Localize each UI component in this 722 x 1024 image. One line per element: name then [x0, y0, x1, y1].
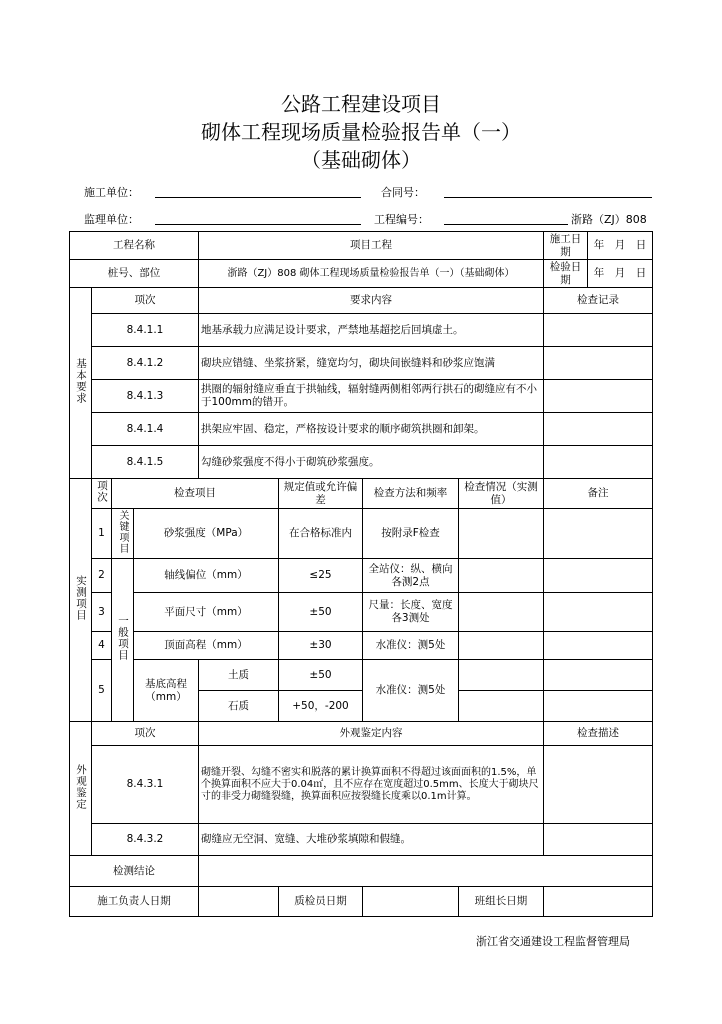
measured-result[interactable] — [459, 593, 544, 632]
basic-code: 8.4.1.5 — [92, 446, 199, 479]
basic-code: 8.4.1.3 — [92, 380, 199, 413]
basic-code: 8.4.1.2 — [92, 347, 199, 380]
form-code: 浙路（ZJ）808 — [571, 213, 647, 226]
basic-record[interactable] — [544, 446, 653, 479]
inspection-date-value[interactable]: 年 月 日 — [588, 260, 653, 288]
appearance-col-content: 外观鉴定内容 — [199, 722, 544, 746]
appearance-code: 8.4.3.2 — [92, 824, 199, 856]
measured-col-note: 备注 — [544, 479, 653, 509]
measured-note[interactable] — [544, 509, 653, 559]
report-table — [69, 231, 653, 917]
measured-spec: 在合格标准内 — [279, 509, 363, 559]
measured-subitem: 土质 — [199, 660, 279, 691]
measured-method: 按附录F检查 — [363, 509, 459, 559]
measured-item: 基底高程（mm） — [134, 660, 199, 722]
basic-code: 8.4.1.4 — [92, 413, 199, 446]
basic-record[interactable] — [544, 347, 653, 380]
supervision-unit-field[interactable] — [155, 224, 361, 225]
key-item-label: 关键项目 — [112, 509, 134, 559]
basic-record[interactable] — [544, 314, 653, 347]
measured-spec: ≤25 — [279, 559, 363, 593]
measured-result[interactable] — [459, 632, 544, 660]
basic-col-item: 项次 — [92, 288, 199, 314]
basic-text: 砌块应错缝、坐浆挤紧，缝宽均匀，砌块间嵌缝料和砂浆应饱满 — [199, 347, 544, 380]
team-sign-label: 班组长日期 — [459, 887, 544, 917]
measured-note[interactable] — [544, 632, 653, 660]
measured-spec: +50，-200 — [279, 691, 363, 722]
measured-col-result: 检查情况（实测值） — [459, 479, 544, 509]
builder-sign-field[interactable] — [199, 887, 279, 917]
qc-sign-label: 质检员日期 — [279, 887, 363, 917]
construction-date-value[interactable]: 年 月 日 — [588, 232, 653, 260]
measured-item: 砂浆强度（MPa） — [134, 509, 279, 559]
supervision-unit-label: 监理单位： — [84, 213, 139, 226]
measured-subitem: 石质 — [199, 691, 279, 722]
contract-no-label: 合同号： — [381, 186, 425, 199]
title-line1: 公路工程建设项目 — [281, 92, 441, 116]
basic-text: 拱架应牢固、稳定，严格按设计要求的顺序砌筑拱圈和卸架。 — [199, 413, 544, 446]
basic-record[interactable] — [544, 413, 653, 446]
measured-note[interactable] — [544, 691, 653, 722]
station-value[interactable]: 浙路（ZJ）808 砌体工程现场质量检验报告单（一）（基础砌体） — [199, 260, 544, 288]
title-line2: 砌体工程现场质量检验报告单（一） — [201, 120, 521, 144]
measured-col-method: 检查方法和频率 — [363, 479, 459, 509]
measured-spec: ±50 — [279, 660, 363, 691]
construction-unit-label: 施工单位： — [84, 186, 139, 199]
measured-note[interactable] — [544, 660, 653, 691]
appearance-desc[interactable] — [544, 824, 653, 856]
construction-unit-field[interactable] — [155, 197, 361, 198]
measured-method: 全站仪：纵、横向各测2点 — [363, 559, 459, 593]
basic-code: 8.4.1.1 — [92, 314, 199, 347]
title-line3: （基础砌体） — [301, 148, 421, 172]
measured-result[interactable] — [459, 660, 544, 691]
conclusion-value[interactable] — [199, 856, 653, 887]
measured-result[interactable] — [459, 691, 544, 722]
footer-org: 浙江省交通建设工程监督管理局 — [476, 935, 630, 948]
measured-col-item: 检查项目 — [112, 479, 279, 509]
inspection-date-label: 检验日期 — [544, 260, 588, 288]
measured-no: 4 — [92, 632, 112, 660]
appearance-code: 8.4.3.1 — [92, 746, 199, 824]
measured-item: 顶面高程（mm） — [134, 632, 279, 660]
project-no-label: 工程编号： — [374, 213, 429, 226]
builder-sign-label: 施工负责人日期 — [70, 887, 199, 917]
measured-section-label: 实测项目 — [70, 479, 92, 722]
measured-spec: ±50 — [279, 593, 363, 632]
appearance-col-item: 项次 — [92, 722, 199, 746]
qc-sign-field[interactable] — [363, 887, 459, 917]
basic-text: 勾缝砂浆强度不得小于砌筑砂浆强度。 — [199, 446, 544, 479]
measured-method: 尺量：长度、宽度各3测处 — [363, 593, 459, 632]
team-sign-field[interactable] — [544, 887, 653, 917]
basic-record[interactable] — [544, 380, 653, 413]
measured-no: 1 — [92, 509, 112, 559]
measured-result[interactable] — [459, 559, 544, 593]
measured-col-no: 项次 — [92, 479, 112, 509]
basic-text: 地基承载力应满足设计要求，严禁地基超挖后回填虚土。 — [199, 314, 544, 347]
conclusion-label: 检测结论 — [70, 856, 199, 887]
appearance-section-label: 外观鉴定 — [70, 722, 92, 856]
basic-section-label: 基本要求 — [70, 288, 92, 479]
measured-col-spec: 规定值或允许偏差 — [279, 479, 363, 509]
basic-col-content: 要求内容 — [199, 288, 544, 314]
appearance-text: 砌缝开裂、勾缝不密实和脱落的累计换算面积不得超过该面面积的1.5%，单个换算面积不应大于0.04㎡，且不应存在宽度超过0.5mm、长度大于砌块尺寸的非受力砌缝裂缝，换算面积应按裂缝长度乘以0.1m计算。 — [199, 746, 544, 824]
appearance-text: 砌缝应无空洞、宽缝、大堆砂浆填隙和假缝。 — [199, 824, 544, 856]
contract-no-field[interactable] — [444, 197, 652, 198]
general-item-label: 一般项目 — [112, 559, 134, 722]
project-no-field[interactable] — [444, 224, 568, 225]
appearance-col-desc: 检查描述 — [544, 722, 653, 746]
basic-text: 拱圈的辐射缝应垂直于拱轴线，辐射缝两侧相邻两行拱石的砌缝应有不小于100mm的错开。 — [199, 380, 544, 413]
measured-result[interactable] — [459, 509, 544, 559]
basic-col-record: 检查记录 — [544, 288, 653, 314]
measured-item: 轴线偏位（mm） — [134, 559, 279, 593]
construction-date-label: 施工日期 — [544, 232, 588, 260]
project-name-label: 工程名称 — [70, 232, 199, 260]
measured-no: 2 — [92, 559, 112, 593]
measured-item: 平面尺寸（mm） — [134, 593, 279, 632]
measured-no: 5 — [92, 660, 112, 722]
project-name-value[interactable]: 项目工程 — [199, 232, 544, 260]
measured-note[interactable] — [544, 593, 653, 632]
station-label: 桩号、部位 — [70, 260, 199, 288]
measured-note[interactable] — [544, 559, 653, 593]
measured-method: 水准仪：测5处 — [363, 632, 459, 660]
measured-method: 水准仪：测5处 — [363, 660, 459, 722]
measured-spec: ±30 — [279, 632, 363, 660]
appearance-desc[interactable] — [544, 746, 653, 824]
measured-no: 3 — [92, 593, 112, 632]
